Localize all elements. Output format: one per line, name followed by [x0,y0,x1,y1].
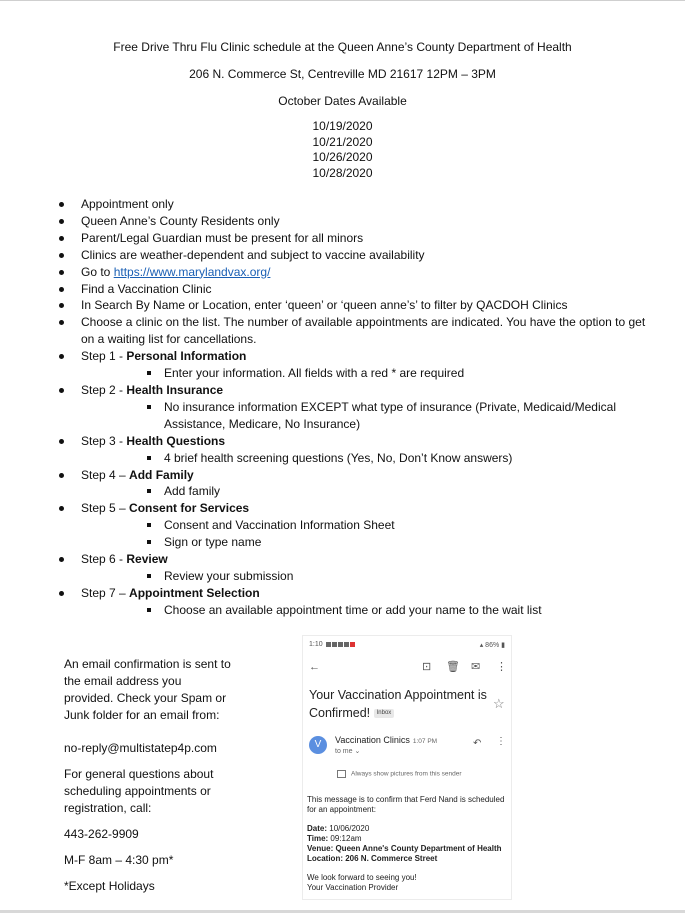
contact-info [64,656,234,895]
list-item: Go to https://www.marylandvax.org/ [0,264,656,281]
mail-icon[interactable]: ✉ [471,661,481,673]
square-bullet-icon [147,371,151,375]
date-item: 10/19/2020 [312,119,373,133]
recipient-dropdown[interactable]: to me ⌄ [335,748,361,755]
square-bullet-icon [147,574,151,578]
bullet-icon [59,236,64,241]
sub-item: No insurance information EXCEPT what type of insurance (Private, Medicaid/Medical Assistance, Medicare, No Insurance) [0,399,664,433]
bullet-icon [59,219,64,224]
sub-item: Consent and Vaccination Information Sheet [0,517,664,534]
date-line: Date: 10/06/2020 [307,824,370,833]
notification-icon [350,642,355,647]
square-bullet-icon [147,405,151,409]
notification-icon [326,642,331,647]
bullet-icon [59,303,64,308]
message-text: This message is to confirm that Ferd Nand is scheduled for an appointment: [307,795,505,814]
sub-item: 4 brief health screening questions (Yes, No, Don’t Know answers) [0,450,664,467]
battery-level: 86% [485,642,500,649]
star-icon[interactable]: ☆ [493,696,505,711]
document-title: Free Drive Thru Flu Clinic schedule at the Queen Anne’s County Department of Health [113,40,572,54]
more-vert-icon[interactable]: ⋮ [496,661,507,673]
closing-line: We look forward to seeing you! [307,873,417,882]
step-7: Step 7 – Appointment Selection [0,585,656,602]
page-top-border [0,0,685,1]
square-bullet-icon [147,489,151,493]
venue-line: Venue: Queen Anne's County Department of Health [307,844,502,853]
bullet-icon [59,320,64,325]
email-body [307,795,507,893]
reply-icon[interactable]: ↶ [473,738,482,749]
bullet-icon [59,287,64,292]
sub-item: Review your submission [0,568,664,585]
list-item: Appointment only [0,196,656,213]
battery-icon: ▮ [501,642,505,649]
bullet-icon [59,253,64,258]
sender-name: Vaccination Clinics [335,735,410,745]
back-arrow-icon[interactable]: ← [309,661,320,673]
signal-icon: ▴ [479,642,484,649]
bullet-icon [59,270,64,275]
square-bullet-icon [147,540,151,544]
email-note: An email confirmation is sent to the email address you provided. Check your Spam or Junk folder for an email from: [64,657,231,722]
sub-item: Enter your information. All fields with a red * are required [0,365,664,382]
step-4: Step 4 – Add Family [0,467,656,484]
sent-time: 1:07 PM [412,738,438,745]
clock: 1:10 [309,641,323,648]
more-vert-icon[interactable]: ⋮ [496,736,506,747]
delete-icon[interactable]: 🗑 [446,661,460,673]
signature-line: Your Vaccination Provider [307,883,399,892]
list-item: Find a Vaccination Clinic [0,281,656,298]
marylandvax-link[interactable]: https://www.marylandvax.org/ [113,264,271,279]
list-item: Clinics are weather-dependent and subject to vaccine availability [0,247,656,264]
bullet-icon [59,439,64,444]
bullet-icon [59,591,64,596]
date-list [0,119,685,182]
bullet-icon [59,557,64,562]
notification-icon [344,642,349,647]
step-3: Step 3 - Health Questions [0,433,656,450]
step-5: Step 5 – Consent for Services [0,500,656,517]
location-line: Location: 206 N. Commerce Street [307,854,438,863]
bullet-icon [59,388,64,393]
office-hours: M-F 8am – 4:30 pm* [64,853,174,867]
october-heading: October Dates Available [278,94,407,108]
list-item: In Search By Name or Location, enter ‘queen’ or ‘queen anne’s’ to filter by QACDOH Clinics [0,297,656,314]
time-line: Time: 09:12am [307,834,362,843]
bullet-icon [59,506,64,511]
step-2: Step 2 - Health Insurance [0,382,656,399]
list-item: Parent/Legal Guardian must be present for all minors [0,230,656,247]
avatar: V [309,736,327,754]
step-1: Step 1 - Personal Information [0,348,656,365]
sender-email: no-reply@multistatep4p.com [64,741,217,755]
bullet-icon [59,354,64,359]
inbox-badge[interactable]: Inbox [374,709,395,718]
phone-number: 443-262-9909 [64,827,139,841]
archive-icon[interactable]: ⊡ [422,661,432,673]
list-item: Choose a clinic on the list. The number of available appointments are indicated. You have the option to get on a waiting list for cancellations. [0,314,656,348]
email-screenshot [302,635,512,900]
instructions-list [0,196,685,619]
sub-item: Add family [0,483,664,500]
show-pictures-link[interactable]: Always show pictures from this sender [337,770,462,778]
email-toolbar [303,660,511,676]
square-bullet-icon [147,456,151,460]
email-subject: Your Vaccination Appointment is Confirmed! Inbox [309,688,487,720]
square-bullet-icon [147,608,151,612]
image-icon [337,770,346,778]
questions-note: For general questions about scheduling appointments or registration, call: [64,767,214,815]
notification-icon [338,642,343,647]
holidays-note: *Except Holidays [64,879,155,893]
clinic-address: 206 N. Commerce St, Centreville MD 21617 12PM – 3PM [189,67,496,81]
date-item: 10/28/2020 [312,166,373,181]
square-bullet-icon [147,523,151,527]
sub-item: Sign or type name [0,534,664,551]
status-bar [309,641,505,653]
bullet-icon [59,202,64,207]
notification-icon [332,642,337,647]
date-item: 10/26/2020 [312,150,373,165]
sender-line [335,735,437,745]
list-item: Queen Anne’s County Residents only [0,213,656,230]
bullet-icon [59,473,64,478]
chevron-down-icon: ⌄ [354,748,361,755]
date-item: 10/21/2020 [312,134,373,149]
sub-item: Choose an available appointment time or add your name to the wait list [0,602,664,619]
step-6: Step 6 - Review [0,551,656,568]
